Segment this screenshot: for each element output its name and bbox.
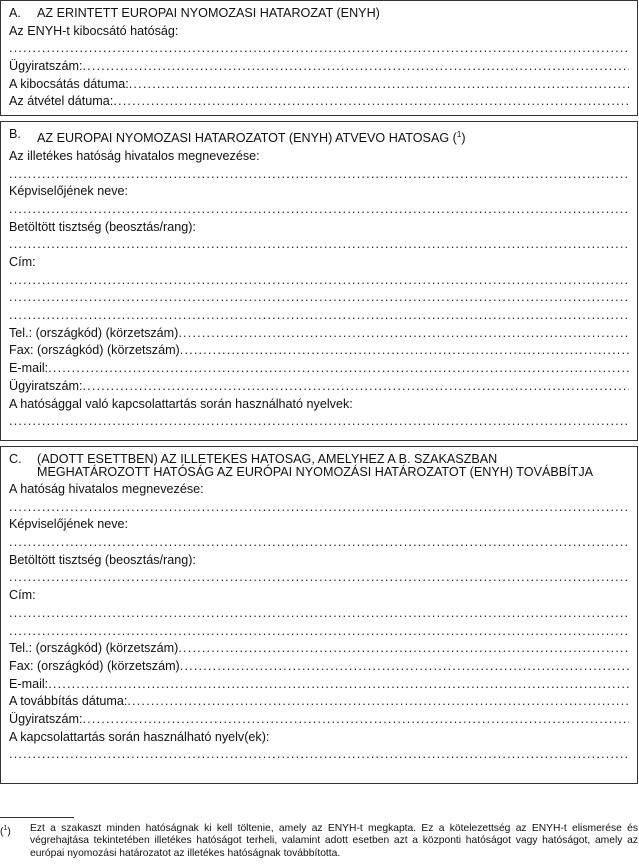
dotted-fill-line xyxy=(9,623,629,641)
footnote-text: Ezt a szakaszt minden hatóságnak ki kell töltenie, amely az ENYH-t megkapta. Ez a kötelezettség az ENYH-t elismerése és végrehajtása tekintetében illetékes hatóságot terheli, valamint adott esetben azt a központi hatóságot vagy hatóságot, amely az európai nyomozási határozatot az illetékes hatóságnak továbbította. xyxy=(30,823,638,859)
fax-field[interactable] xyxy=(9,342,629,360)
dotted-fill-line xyxy=(9,534,629,552)
receipt-date-field[interactable] xyxy=(9,93,629,111)
dotted-fill-line xyxy=(178,325,629,343)
dotted-fill-line xyxy=(9,307,629,325)
official-name-label-row xyxy=(9,148,629,166)
email-label: E-mail: xyxy=(9,676,49,691)
address-field-line-3[interactable] xyxy=(9,307,629,325)
dotted-fill-line xyxy=(9,201,629,219)
language-field[interactable] xyxy=(9,746,629,764)
section-c xyxy=(0,446,638,784)
file-no-field[interactable] xyxy=(9,711,629,729)
fax-field[interactable] xyxy=(9,658,629,676)
official-name-label: A hatóság hivatalos megnevezése: xyxy=(9,482,204,496)
dotted-fill-line xyxy=(9,166,629,184)
issue-date-label: A kibocsátás dátuma: xyxy=(9,76,129,91)
section-b-heading: B. AZ EUROPAI NYOMOZASI HATAROZATOT (ENYH) ATVEVO HATOSAG ($^1$) xyxy=(9,126,629,148)
email-label: E-mail: xyxy=(9,361,49,376)
languages-field[interactable] xyxy=(9,413,629,431)
fax-label: Fax: (országkód) (körzetszám) xyxy=(9,343,180,358)
footnote xyxy=(0,823,638,860)
file-no-label: Ügyiratszám: xyxy=(9,59,83,74)
email-field[interactable] xyxy=(9,360,629,378)
section-b xyxy=(0,121,638,441)
tel-label: Tel.: (országkód) (körzetszám) xyxy=(9,325,179,340)
section-a xyxy=(0,0,638,116)
email-field[interactable] xyxy=(9,676,629,694)
languages-label-row xyxy=(9,396,629,414)
fax-label: Fax: (országkód) (körzetszám) xyxy=(9,658,180,673)
official-name-field[interactable] xyxy=(9,166,629,184)
rep-name-field[interactable] xyxy=(9,201,629,219)
position-label: Betöltött tisztség (beosztás/rang): xyxy=(9,219,196,234)
address-field-line-2[interactable] xyxy=(9,623,629,641)
transmission-date-label: A továbbítás dátuma: xyxy=(9,694,128,709)
dotted-fill-line xyxy=(178,640,629,658)
position-field[interactable] xyxy=(9,569,629,587)
address-field-line-1[interactable] xyxy=(9,605,629,623)
dotted-fill-line xyxy=(48,360,629,378)
rep-name-label-row xyxy=(9,516,629,534)
section-b-title: AZ EUROPAI NYOMOZASI HATAROZATOT (ENYH) ATVEVO HATOSAG xyxy=(37,131,450,146)
address-field-line-2[interactable] xyxy=(9,289,629,307)
section-a-letter: A. xyxy=(9,6,21,20)
file-no-field[interactable] xyxy=(9,58,629,76)
dotted-fill-line xyxy=(48,676,629,694)
dotted-fill-line xyxy=(9,605,629,623)
footnote-separator xyxy=(0,817,74,818)
section-c-letter: C. xyxy=(9,452,22,466)
issuer-label: Az ENYH-t kibocsátó hatóság: xyxy=(9,23,179,38)
section-a-title: AZ ERINTETT EUROPAI NYOMOZASI HATAROZAT (ENYH) xyxy=(37,6,380,20)
position-label-row xyxy=(9,552,629,570)
language-label: A kapcsolattartás során használható nyelv(ek): xyxy=(9,729,270,744)
dotted-fill-line xyxy=(9,40,629,58)
section-b-letter: B. xyxy=(9,127,21,141)
address-label-row xyxy=(9,587,629,605)
rep-name-label: Képviselőjének neve: xyxy=(9,517,129,532)
rep-name-field[interactable] xyxy=(9,534,629,552)
dotted-fill-line xyxy=(9,746,629,764)
issuer-field[interactable] xyxy=(9,40,629,58)
section-c-heading xyxy=(9,451,629,481)
dotted-fill-line xyxy=(127,693,629,711)
position-field[interactable] xyxy=(9,236,629,254)
dotted-fill-line xyxy=(9,236,629,254)
footnote-number: 1 xyxy=(3,825,8,832)
rep-name-label-row xyxy=(9,183,629,201)
dotted-fill-line xyxy=(180,658,629,676)
tel-field[interactable] xyxy=(9,325,629,343)
languages-label: A hatósággal való kapcsolattartás során használható nyelvek: xyxy=(9,396,353,411)
tel-label: Tel.: (országkód) (körzetszám) xyxy=(9,641,179,656)
section-c-title-line-1: (ADOTT ESETTBEN) AZ ILLETEKES HATOSAG, AMELYHEZ A B. SZAKASZBAN xyxy=(37,452,498,466)
official-name-field[interactable] xyxy=(9,499,629,517)
dotted-fill-line xyxy=(9,499,629,517)
tel-field[interactable] xyxy=(9,640,629,658)
section-a-heading xyxy=(9,5,629,23)
dotted-fill-line xyxy=(9,569,629,587)
footnote-mark: ($^1$) xyxy=(0,825,11,838)
dotted-fill-line xyxy=(9,289,629,307)
dotted-fill-line xyxy=(82,58,629,76)
file-no-label: Ügyiratszám: xyxy=(9,378,83,393)
footnote-reference: 1 xyxy=(456,130,462,139)
dotted-fill-line xyxy=(82,378,629,396)
dotted-fill-line xyxy=(9,272,629,290)
file-no-label: Ügyiratszám: xyxy=(9,711,83,726)
position-label-row xyxy=(9,219,629,237)
rep-name-label: Képviselőjének neve: xyxy=(9,184,129,199)
dotted-fill-line xyxy=(180,342,629,360)
dotted-fill-line xyxy=(113,93,629,111)
address-field-line-1[interactable] xyxy=(9,272,629,290)
address-label-row xyxy=(9,254,629,272)
dotted-fill-line xyxy=(82,711,629,729)
official-name-label-row xyxy=(9,481,629,499)
file-no-field[interactable] xyxy=(9,378,629,396)
address-label: Cím: xyxy=(9,588,36,603)
dotted-fill-line xyxy=(9,413,629,431)
official-name-label: Az illetékes hatóság hivatalos megnevezése: xyxy=(9,148,260,163)
language-label-row xyxy=(9,729,629,747)
dotted-fill-line xyxy=(129,76,629,94)
transmission-date-field[interactable] xyxy=(9,693,629,711)
issuer-label-row xyxy=(9,23,629,41)
issue-date-field[interactable] xyxy=(9,76,629,94)
position-label: Betöltött tisztség (beosztás/rang): xyxy=(9,552,196,567)
receipt-date-label: Az átvétel dátuma: xyxy=(9,94,114,109)
section-c-title-line-2: MEGHATÁROZOTT HATÓSÁG AZ EURÓPAI NYOMOZÁSI HATÁROZATOT (ENYH) TOVÁBBÍTJA xyxy=(37,464,594,479)
address-label: Cím: xyxy=(9,255,36,270)
